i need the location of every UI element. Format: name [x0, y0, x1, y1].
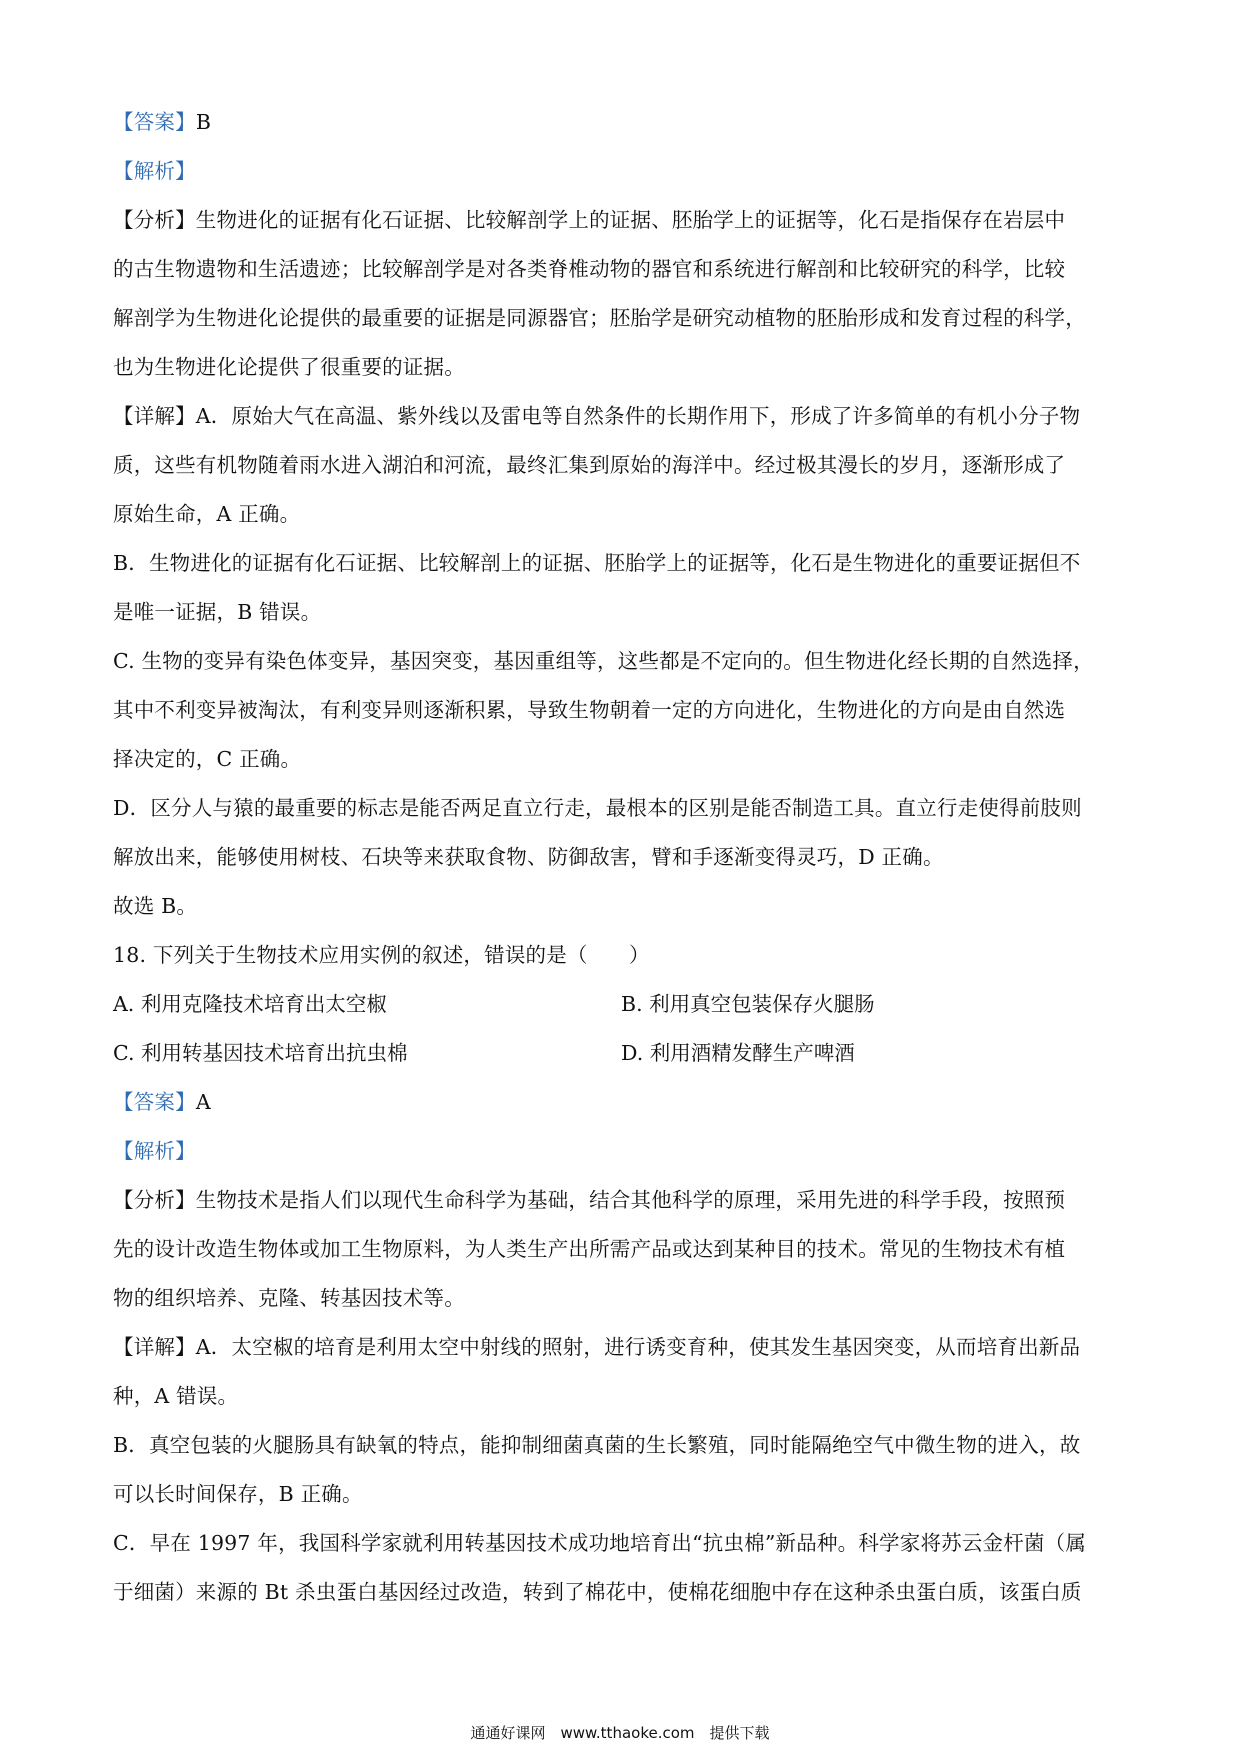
q17-analysis-paragraph [113, 196, 1133, 392]
text-line: 择决定的，C 正确。 [113, 747, 302, 771]
option-c: C. 利用转基因技术培育出抗虫棉 [113, 1041, 408, 1065]
page-footer: 通通好课网 www.tthaoke.com 提供下载 [470, 1724, 770, 1742]
option-b: B. 利用真空包装保存火腿肠 [621, 992, 875, 1016]
answer-value: B [195, 110, 212, 134]
text-line: 种，A 错误。 [113, 1384, 239, 1408]
text-line: 【分析】生物进化的证据有化石证据、比较解剖学上的证据、胚胎学上的证据等，化石是指保存在岩层中 [113, 208, 1066, 232]
text-line: B．真空包装的火腿肠具有缺氧的特点，能抑制细菌真菌的生长繁殖，同时能隔绝空气中微生物的进入，故 [113, 1433, 1081, 1457]
q18-detail-paragraph [113, 1323, 1133, 1617]
text-line: 原始生命，A 正确。 [113, 502, 301, 526]
q18-options-row-2 [113, 1029, 1133, 1078]
text-line: 解放出来，能够使用树枝、石块等来获取食物、防御敌害，臂和手逐渐变得灵巧，D 正确。 [113, 845, 944, 869]
text-line: 故选 B。 [113, 894, 198, 918]
text-line: 先的设计改造生物体或加工生物原料，为人类生产出所需产品或达到某种目的技术。常见的生物技术有植 [113, 1237, 1066, 1261]
text-line: C．早在 1997 年，我国科学家就利用转基因技术成功地培育出“抗虫棉”新品种。科学家将苏云金杆菌（属 [113, 1531, 1087, 1555]
text-line: 可以长时间保存，B 正确。 [113, 1482, 363, 1506]
text-line: 【详解】A．原始大气在高温、紫外线以及雷电等自然条件的长期作用下，形成了许多简单的有机小分子物 [113, 404, 1081, 428]
option-a: A. 利用克隆技术培育出太空椒 [113, 992, 387, 1016]
text-line: 【分析】生物技术是指人们以现代生命科学为基础，结合其他科学的原理，采用先进的科学手段，按照预 [113, 1188, 1066, 1212]
q17-analysis-tag: 【解析】 [113, 159, 196, 183]
q17-detail-paragraph [113, 392, 1133, 931]
q18-analysis-paragraph [113, 1176, 1133, 1323]
answer-value: A [195, 1090, 211, 1114]
text-line: D．区分人与猿的最重要的标志是能否两足直立行走，最根本的区别是能否制造工具。直立行走使得前肢则 [113, 796, 1082, 820]
text-line: 其中不利变异被淘汰，有利变异则逐渐积累，导致生物朝着一定的方向进化，生物进化的方向是由自然选 [113, 698, 1066, 722]
text-line: 于细菌）来源的 Bt 杀虫蛋白基因经过改造，转到了棉花中，使棉花细胞中存在这种杀虫蛋白质，该蛋白质 [113, 1580, 1082, 1604]
q18-analysis-tag: 【解析】 [113, 1139, 196, 1163]
answer-tag: 【答案】 [113, 1090, 196, 1114]
text-line: 质，这些有机物随着雨水进入湖泊和河流，最终汇集到原始的海洋中。经过极其漫长的岁月，逐渐形成了 [113, 453, 1066, 477]
page-content [113, 98, 1133, 1617]
q18-options-row-1 [113, 980, 1133, 1029]
text-line: 解剖学为生物进化论提供的最重要的证据是同源器官；胚胎学是研究动植物的胚胎形成和发育过程的科学， [113, 306, 1086, 330]
text-line: 也为生物进化论提供了很重要的证据。 [113, 355, 465, 379]
text-line: 物的组织培养、克隆、转基因技术等。 [113, 1286, 465, 1310]
q17-answer-line [113, 98, 1133, 147]
option-d: D. 利用酒精发酵生产啤酒 [621, 1041, 855, 1065]
text-line: B．生物进化的证据有化石证据、比较解剖上的证据、胚胎学上的证据等，化石是生物进化的重要证据但不 [113, 551, 1081, 575]
q18-answer-line [113, 1078, 1133, 1127]
q18-question: 18. 下列关于生物技术应用实例的叙述，错误的是（ ） [113, 943, 650, 967]
text-line: 的古生物遗物和生活遗迹；比较解剖学是对各类脊椎动物的器官和系统进行解剖和比较研究的科学，比较 [113, 257, 1066, 281]
text-line: C. 生物的变异有染色体变异，基因突变，基因重组等，这些都是不定向的。但生物进化经长期的自然选择， [113, 649, 1094, 673]
text-line: 是唯一证据，B 错误。 [113, 600, 322, 624]
text-line: 【详解】A．太空椒的培育是利用太空中射线的照射，进行诱变育种，使其发生基因突变，从而培育出新品 [113, 1335, 1081, 1359]
answer-tag: 【答案】 [113, 110, 196, 134]
